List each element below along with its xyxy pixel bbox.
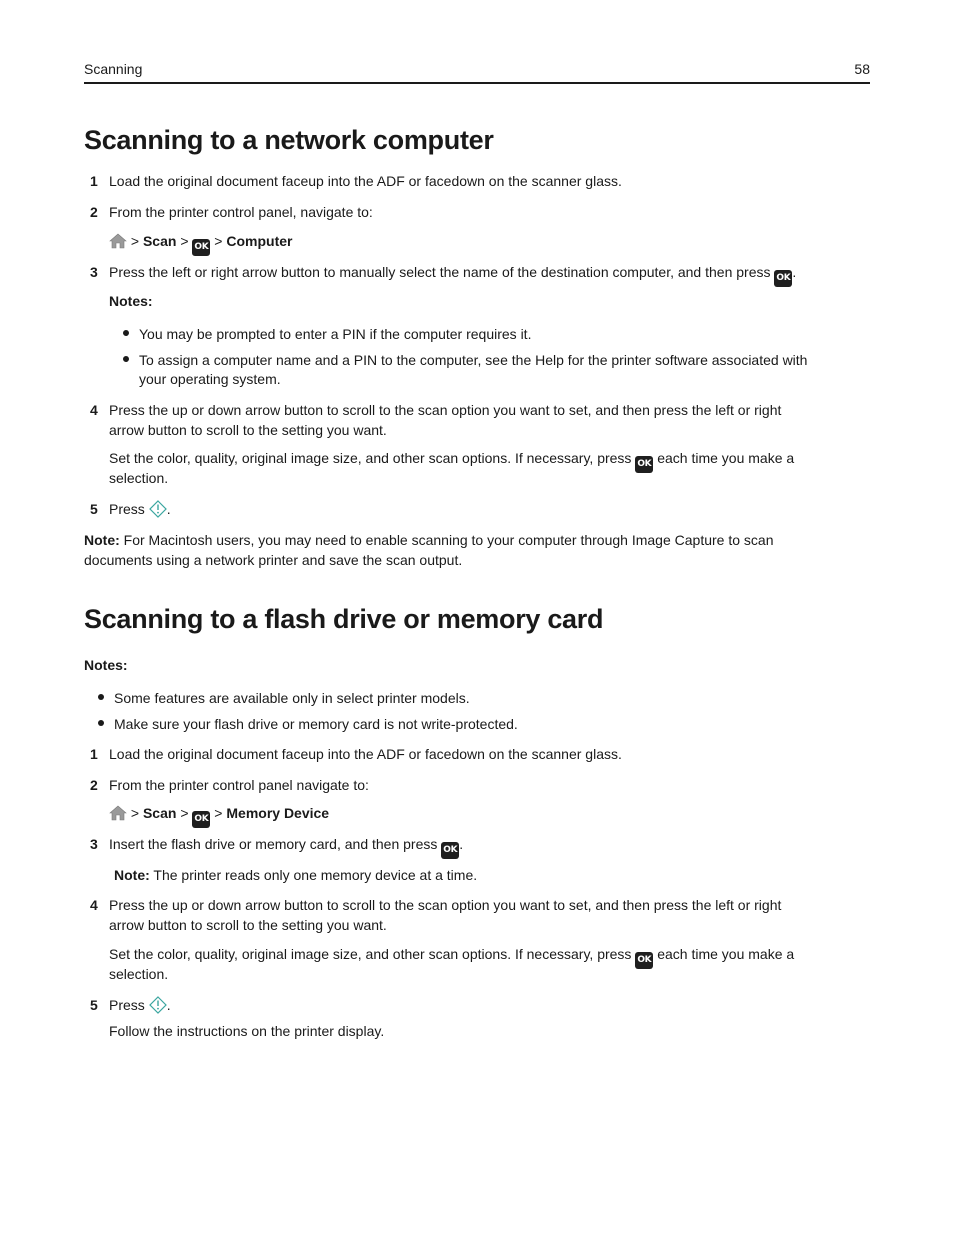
path-separator: > xyxy=(214,805,223,821)
step-text: Load the original document faceup into the ADF or facedown on the scanner glass. xyxy=(109,746,622,762)
header-section-title: Scanning xyxy=(84,61,143,77)
step-number: 5 xyxy=(90,997,98,1013)
step-text-body: Insert the flash drive or memory card, and then press xyxy=(109,836,438,852)
notes-label: Notes: xyxy=(84,657,128,673)
step-text-end: . xyxy=(166,997,171,1013)
paragraph-text: Set the color, quality, original image size, and other scan options. If necessary, press xyxy=(109,946,632,962)
step-text-body: Press xyxy=(109,997,145,1013)
path-scan: Scan xyxy=(142,233,177,249)
step-text: From the printer control panel navigate to: xyxy=(109,777,369,793)
step-number: 2 xyxy=(90,777,98,793)
note-item-continued: your operating system. xyxy=(139,371,281,387)
step-text-body: Press xyxy=(109,501,145,517)
paragraph-text: selection. xyxy=(109,966,169,982)
path-target: Computer xyxy=(226,233,293,249)
paragraph-text: selection. xyxy=(109,470,169,486)
step-text: Load the original document faceup into the ADF or facedown on the scanner glass. xyxy=(109,173,622,189)
path-separator: > xyxy=(180,805,189,821)
header-page-number: 58 xyxy=(854,61,870,77)
section-title-flash-drive: Scanning to a flash drive or memory card xyxy=(84,604,604,634)
note-text: documents using a network printer and save the scan output. xyxy=(84,552,463,568)
step-text-line2: arrow button to scroll to the setting you want. xyxy=(109,917,387,933)
step-text-end: . xyxy=(459,836,464,852)
ok-button-icon: OK xyxy=(192,239,210,256)
step-text xyxy=(109,995,870,1015)
bullet xyxy=(98,720,104,726)
bullet xyxy=(123,330,129,336)
start-diamond-icon xyxy=(149,996,167,1014)
step-text xyxy=(109,834,870,859)
step-number: 1 xyxy=(90,173,98,189)
section-title-network-computer: Scanning to a network computer xyxy=(84,125,494,155)
page-header xyxy=(84,60,870,84)
start-diamond-icon xyxy=(149,500,167,518)
step-text-end: . xyxy=(792,264,797,280)
note-item: To assign a computer name and a PIN to the computer, see the Help for the printer software associated with xyxy=(139,352,808,368)
step-text-body: Press the left or right arrow button to manually select the name of the destination computer, and then press xyxy=(109,264,771,280)
step-text-line2: arrow button to scroll to the setting you want. xyxy=(109,422,387,438)
step-number: 1 xyxy=(90,746,98,762)
step-number: 3 xyxy=(90,264,98,280)
step-number: 5 xyxy=(90,501,98,517)
step-number: 4 xyxy=(90,897,98,913)
note-text: For Macintosh users, you may need to enable scanning to your computer through Image Capture to scan xyxy=(123,532,774,548)
note-text: The printer reads only one memory device at a time. xyxy=(153,867,478,883)
path-separator: > xyxy=(180,233,189,249)
step-text-line1: Press the up or down arrow button to scroll to the scan option you want to set, and then press the left or right xyxy=(109,402,782,418)
paragraph-text: each time you make a xyxy=(657,946,795,962)
path-separator: > xyxy=(130,805,140,821)
home-icon xyxy=(109,805,127,821)
step-number: 2 xyxy=(90,204,98,220)
notes-label: Notes: xyxy=(109,293,153,309)
home-icon xyxy=(109,233,127,249)
note-line xyxy=(84,530,773,550)
note-item: You may be prompted to enter a PIN if the computer requires it. xyxy=(139,326,532,342)
path-target: Memory Device xyxy=(226,805,330,821)
paragraph-text: Set the color, quality, original image size, and other scan options. If necessary, press xyxy=(109,450,632,466)
note-label: Note: xyxy=(114,867,150,883)
step-text xyxy=(109,262,870,287)
note-label: Note: xyxy=(84,532,120,548)
step-text xyxy=(109,499,870,519)
step-text-line1: Press the up or down arrow button to scroll to the scan option you want to set, and then press the left or right xyxy=(109,897,782,913)
bullet xyxy=(123,356,129,362)
path-separator: > xyxy=(214,233,223,249)
step-text: From the printer control panel, navigate to: xyxy=(109,204,373,220)
ok-button-icon: OK xyxy=(774,270,792,287)
step-number: 4 xyxy=(90,402,98,418)
path-separator: > xyxy=(130,233,140,249)
navigation-path xyxy=(109,231,870,256)
ok-button-icon: OK xyxy=(192,811,210,828)
note-item: Make sure your flash drive or memory card is not write-protected. xyxy=(114,716,518,732)
step-number: 3 xyxy=(90,836,98,852)
bullet xyxy=(98,694,104,700)
step-followup: Follow the instructions on the printer display. xyxy=(109,1023,385,1039)
note-item: Some features are available only in select printer models. xyxy=(114,690,470,706)
ok-button-icon: OK xyxy=(441,842,459,859)
ok-button-icon: OK xyxy=(635,456,653,473)
path-scan: Scan xyxy=(142,805,177,821)
ok-button-icon: OK xyxy=(635,952,653,969)
step-text-end: . xyxy=(166,501,171,517)
step-note xyxy=(114,865,477,885)
paragraph-text: each time you make a xyxy=(657,450,795,466)
navigation-path xyxy=(109,803,870,828)
